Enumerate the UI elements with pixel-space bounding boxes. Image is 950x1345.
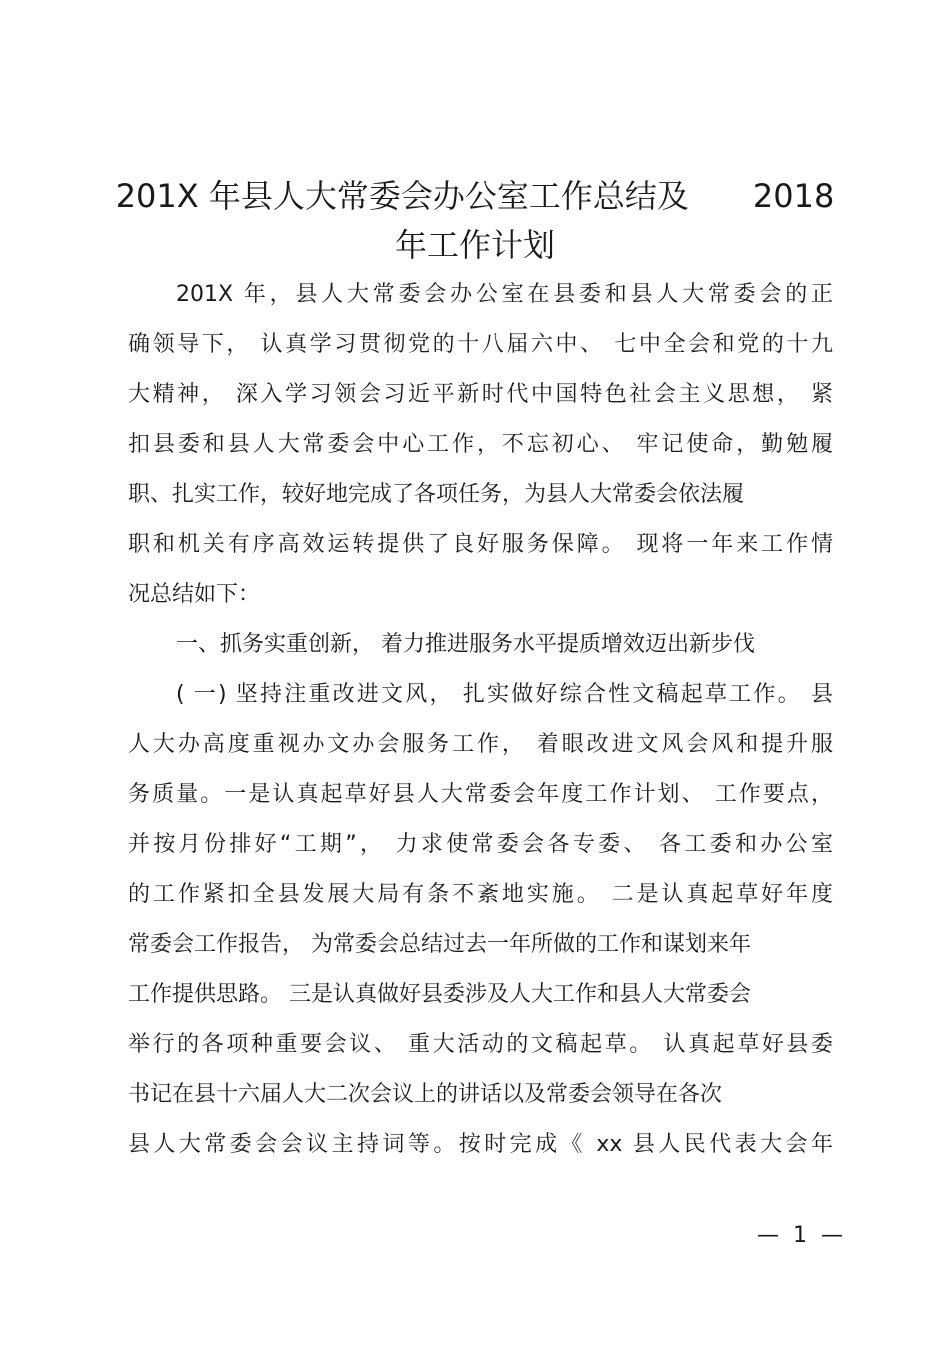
paragraph-line: 并按月份排好“工期”， 力求使常委会各专委、 各工委和办公室	[128, 832, 833, 857]
document-title-line-1: 201X 年县人大常委会办公室工作总结及 2018	[115, 177, 835, 215]
paragraph-line: 扣县委和县人大常委会中心工作，不忘初心、 牢记使命，勤勉履	[128, 432, 833, 457]
paragraph-line: 举行的各项种重要会议、 重大活动的文稿起草。 认真起草好县委	[128, 1032, 833, 1057]
paragraph-line: 工作提供思路。 三是认真做好县委涉及人大工作和县人大常委会	[128, 982, 751, 1007]
paragraph-line: 常委会工作报告， 为常委会总结过去一年所做的工作和谋划来年	[128, 932, 751, 957]
paragraph-line: 确领导下， 认真学习贯彻党的十八届六中、 七中全会和党的十九	[128, 332, 833, 357]
paragraph-line: 县人大常委会会议主持词等。按时完成《 xx 县人民代表大会年	[128, 1132, 833, 1157]
paragraph-line: 况总结如下：	[128, 582, 261, 607]
paragraph-line: 职和机关有序高效运转提供了良好服务保障。 现将一年来工作情	[128, 532, 833, 557]
paragraph-line: ( 一) 坚持注重改进文风， 扎实做好综合性文稿起草工作。 县	[176, 682, 833, 707]
paragraph-line: 书记在县十六届人大二次会议上的讲话以及常委会领导在各次	[128, 1082, 723, 1107]
page-number: — 1 —	[757, 1223, 843, 1248]
paragraph-line: 务质量。一是认真起草好县人大常委会年度工作计划、 工作要点，	[128, 782, 833, 807]
document-title-line-2: 年工作计划	[394, 226, 555, 264]
paragraph-line: 的工作紧扣全县发展大局有条不紊地实施。 二是认真起草好年度	[128, 882, 833, 907]
section-heading: 一、抓务实重创新， 着力推进服务水平提质增效迈出新步伐	[176, 632, 755, 657]
paragraph-line: 201X 年，县人大常委会办公室在县委和县人大常委会的正	[176, 282, 833, 307]
paragraph-line: 大精神， 深入学习领会习近平新时代中国特色社会主义思想， 紧	[128, 382, 833, 407]
paragraph-line: 人大办高度重视办文办会服务工作， 着眼改进文风会风和提升服	[128, 732, 833, 757]
paragraph-line: 职、扎实工作，较好地完成了各项任务，为县人大常委会依法履	[128, 482, 745, 507]
